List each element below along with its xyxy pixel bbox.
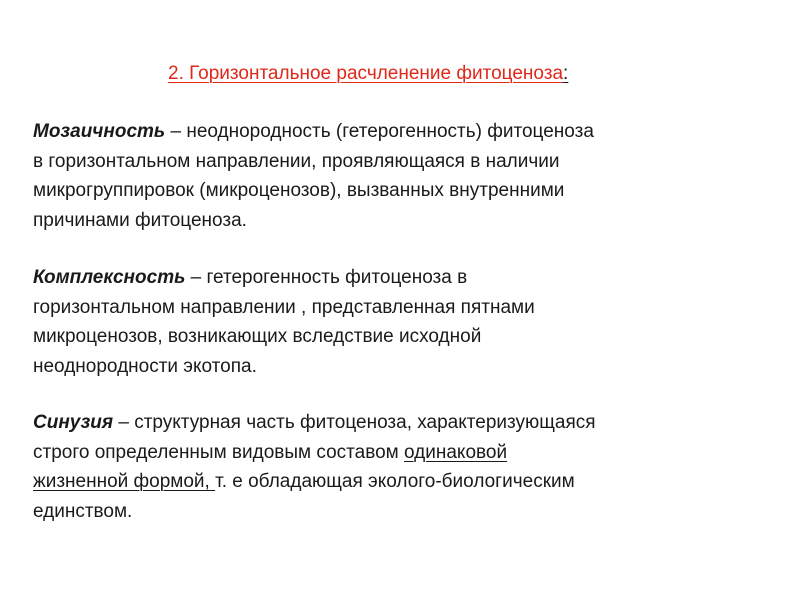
paragraph-mosaic-line-4: причинами фитоценоза. [33, 209, 247, 231]
synusia-underlined-phrase-2: жизненной формой, [33, 471, 216, 492]
paragraph-complex [33, 263, 773, 381]
paragraph-synusia-line-3 [33, 467, 773, 497]
term-complex: Комплексность [33, 267, 186, 288]
definition-mosaic-start: – неоднородность (гетерогенность) фитоценоза [165, 121, 594, 142]
paragraph-complex-line-3: микроценозов, возникающих вследствие исходной [33, 326, 482, 347]
synusia-underlined-phrase-1: одинаковой [404, 441, 508, 463]
paragraph-complex-line-2: горизонтальном направлении , представленная пятнами [33, 296, 535, 318]
slide-title-colon: : [563, 63, 569, 84]
paragraph-mosaic [33, 117, 773, 235]
term-mosaic: Мозаичность [33, 121, 166, 142]
synusia-line-2-text: строго определенным видовым составом [33, 441, 405, 463]
paragraph-synusia [33, 408, 773, 526]
paragraph-synusia-line-4: единством. [33, 500, 133, 522]
paragraph-mosaic-line-3: микрогруппировок (микроценозов), вызванных внутренними [33, 180, 565, 201]
synusia-line-3-text: т. е обладающая эколого-биологическим [215, 471, 575, 492]
slide-title-text: 2. Горизонтальное расчленение фитоценоза [168, 63, 564, 84]
paragraph-mosaic-line-2: в горизонтальном направлении, проявляющаяся в наличии [33, 150, 560, 172]
paragraph-synusia-line-1 [33, 408, 773, 438]
paragraph-complex-line-1 [33, 263, 773, 293]
slide-title [168, 61, 568, 87]
paragraph-complex-line-4: неоднородности экотопа. [33, 355, 257, 377]
paragraph-mosaic-line-1 [33, 117, 773, 147]
definition-complex-start: – гетерогенность фитоценоза в [185, 267, 468, 288]
definition-synusia-start: – структурная часть фитоценоза, характеризующаяся [113, 412, 596, 433]
term-synusia: Синузия [33, 412, 114, 433]
paragraph-synusia-line-2 [33, 438, 773, 468]
